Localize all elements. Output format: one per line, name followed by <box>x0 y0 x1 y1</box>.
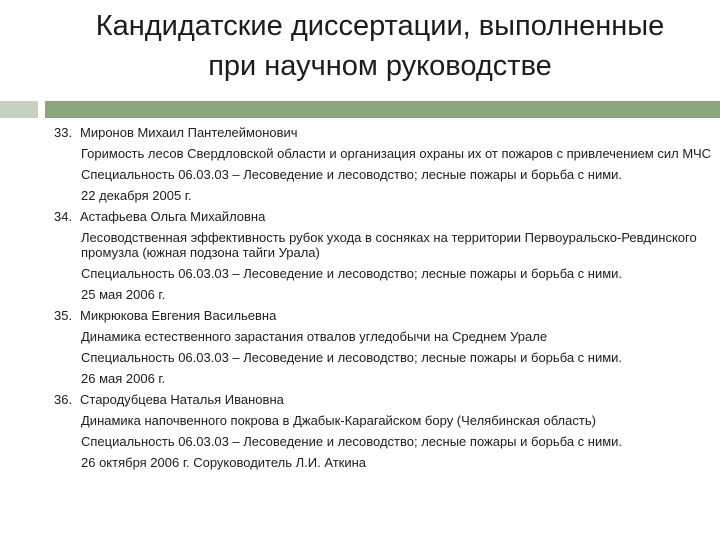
dissertation-topic: Динамика естественного зарастания отвалов угледобычи на Среднем Урале <box>81 329 548 344</box>
dissertation-topic: Лесоводственная эффективность рубок ухода в сосняках на территории Первоуральско-Ревдинского промузла (южная подзона тайги Урала) <box>81 230 697 260</box>
title-line-2: при научном руководстве <box>208 50 552 82</box>
entry-number: 34. <box>54 209 73 224</box>
specialty: Специальность 06.03.03 – Лесоведение и лесоводство; лесные пожары и борьба с ними. <box>81 167 623 182</box>
dissertation-topic: Динамика напочвенного покрова в Джабык-Карагайском бору (Челябинская область) <box>81 413 596 428</box>
list-item <box>54 305 714 389</box>
decorative-bar-dark <box>45 101 720 118</box>
author-name: Миронов Михаил Пантелеймонович <box>80 125 298 140</box>
author-name: Астафьева Ольга Михайловна <box>80 209 266 224</box>
author-name: Стародубцева Наталья Ивановна <box>80 392 284 407</box>
defense-date: 25 мая 2006 г. <box>81 287 166 302</box>
defense-date: 26 октября 2006 г. Соруководитель Л.И. Аткина <box>81 455 367 470</box>
page-title <box>40 6 720 86</box>
list-item <box>54 206 714 305</box>
entry-number: 36. <box>54 392 73 407</box>
decorative-bar-light <box>0 101 38 118</box>
specialty: Специальность 06.03.03 – Лесоведение и лесоводство; лесные пожары и борьба с ними. <box>81 350 623 365</box>
specialty: Специальность 06.03.03 – Лесоведение и лесоводство; лесные пожары и борьба с ними. <box>81 434 623 449</box>
list-item <box>54 122 714 206</box>
entry-number: 35. <box>54 308 73 323</box>
dissertation-list <box>54 122 714 473</box>
defense-date: 26 мая 2006 г. <box>81 371 166 386</box>
specialty: Специальность 06.03.03 – Лесоведение и лесоводство; лесные пожары и борьба с ними. <box>81 266 623 281</box>
author-name: Микрюкова Евгения Васильевна <box>80 308 277 323</box>
title-line-1: Кандидатские диссертации, выполненные <box>95 10 665 42</box>
entry-number: 33. <box>54 125 73 140</box>
defense-date: 22 декабря 2005 г. <box>81 188 192 203</box>
dissertation-topic: Горимость лесов Свердловской области и организация охраны их от пожаров с привлечением сил МЧС <box>81 146 712 161</box>
list-item <box>54 389 714 473</box>
